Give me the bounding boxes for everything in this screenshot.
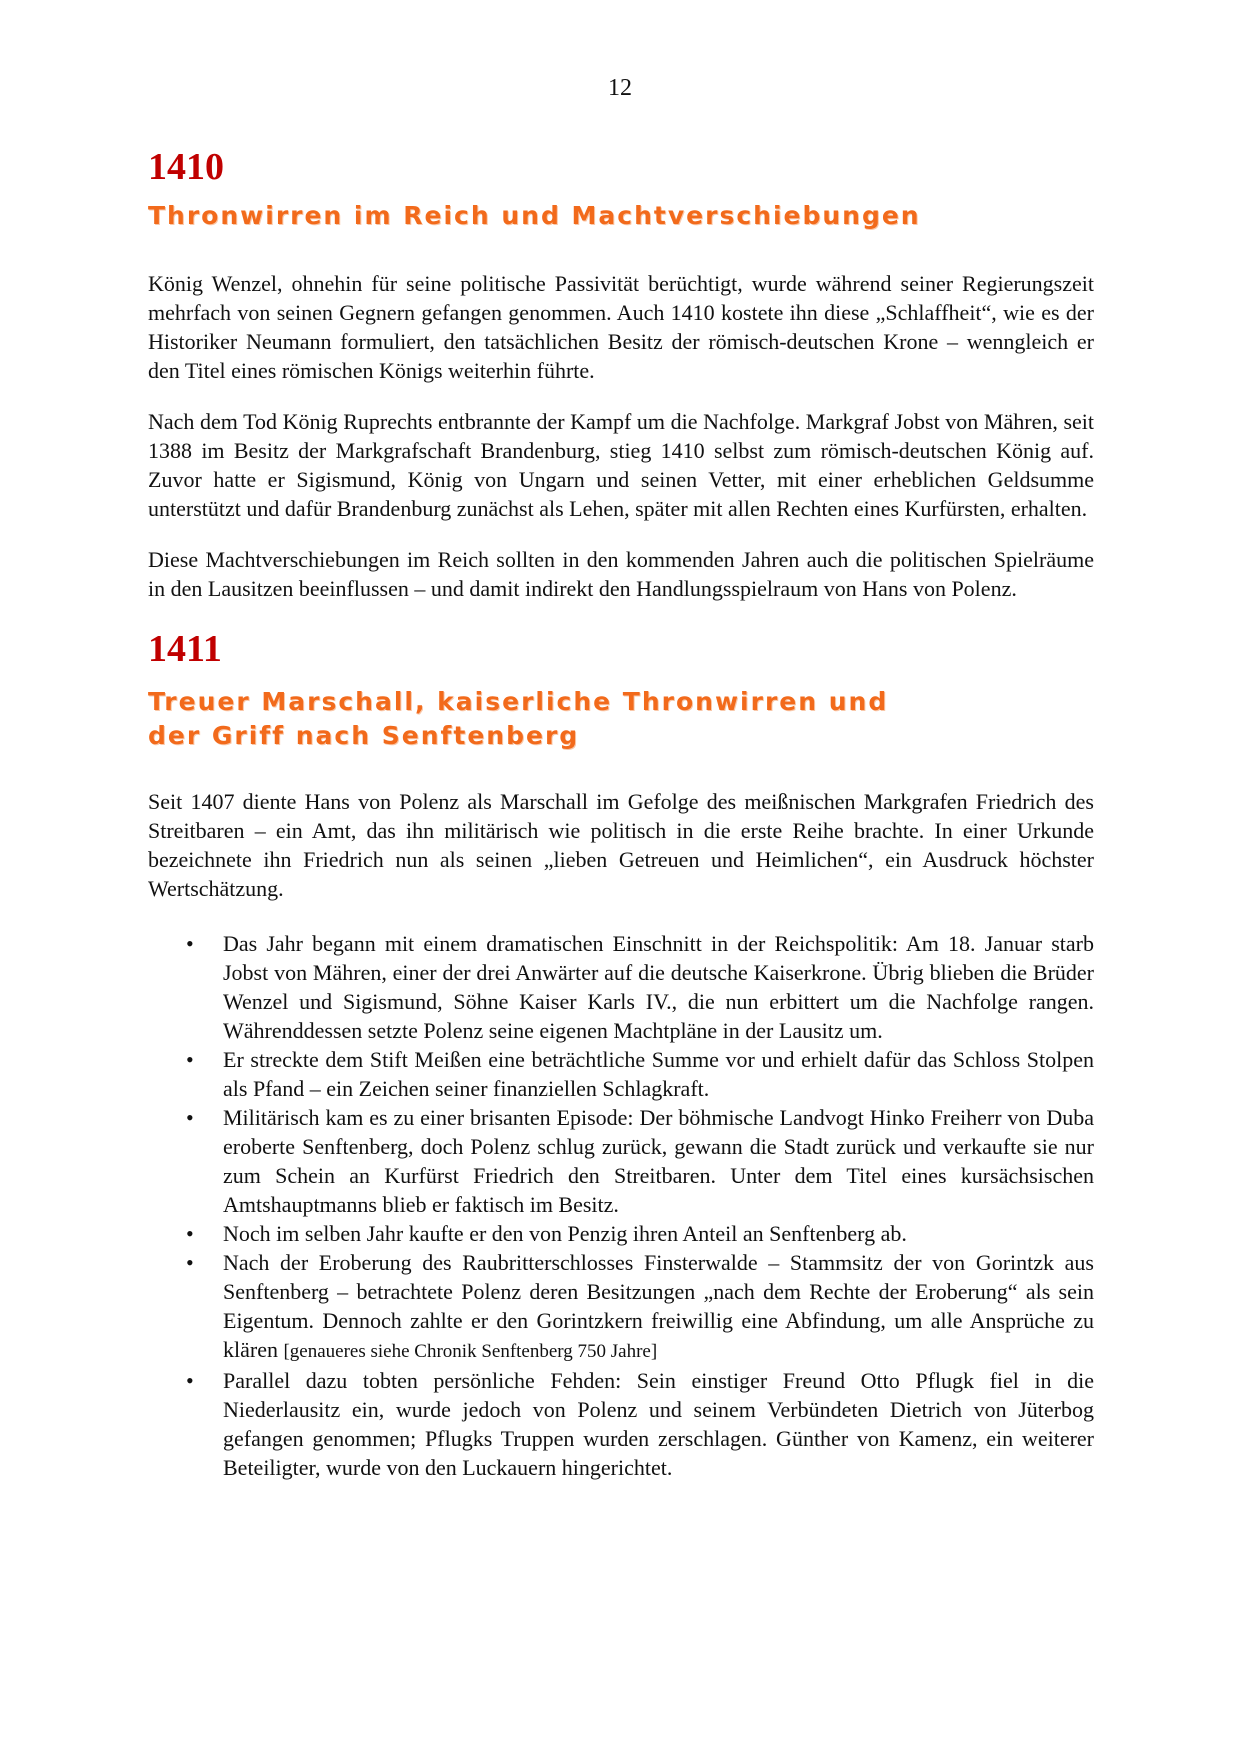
- section-1411: [148, 627, 1094, 1482]
- list-item: [186, 1219, 1094, 1248]
- list-item-text: Noch im selben Jahr kaufte er den von Penzig ihren Anteil an Senftenberg ab.: [223, 1221, 907, 1246]
- section-subtitle: [148, 685, 1094, 753]
- bullet-marker: •: [186, 1250, 194, 1275]
- bullet-marker: •: [186, 1368, 194, 1393]
- paragraph: König Wenzel, ohnehin für seine politische Passivität berüchtigt, wurde während seiner Regierungszeit mehrfach von seinen Gegnern gefangen genommen. Auch 1410 kostete ihn diese „Schlaffheit“, wie es der Historiker Neumann formuliert, den tatsächlichen Besitz der römisch-deutschen Krone – wenngleich er den Titel eines römischen Königs weiterhin führte.: [148, 271, 1094, 383]
- paragraph: Diese Machtverschiebungen im Reich sollten in den kommenden Jahren auch die politischen Spielräume in den Lausitzen beeinflussen – und damit indirekt den Handlungsspielraum von Hans von Polenz.: [148, 547, 1094, 601]
- list-item: [186, 1248, 1094, 1366]
- subtitle-line: der Griff nach Senftenberg: [148, 721, 580, 750]
- bullet-marker: •: [186, 1221, 194, 1246]
- list-item-text: Parallel dazu tobten persönliche Fehden: Sein einstiger Freund Otto Pflugk fiel in die Niederlausitz ein, wurde jedoch von Polenz und seinem Verbündeten Dietrich von Jüterbog gefangen genommen; Pflugks Truppen wurden zerschlagen. Günther von Kamenz, ein weiterer Beteiligter, wurde von den Luckauern hingerichtet.: [223, 1368, 1094, 1480]
- bullet-list: [148, 929, 1094, 1482]
- list-item-text: Militärisch kam es zu einer brisanten Episode: Der böhmische Landvogt Hinko Freiherr von Duba eroberte Senftenberg, doch Polenz schlug zurück, gewann die Stadt zurück und verkaufte sie nur zum Schein an Kurfürst Friedrich den Streitbaren. Unter dem Titel eines kursächsischen Amtshauptmanns blieb er faktisch im Besitz.: [223, 1105, 1094, 1217]
- section-subtitle: Thronwirren im Reich und Machtverschiebungen: [148, 201, 921, 230]
- list-item: [186, 1045, 1094, 1103]
- paragraph: Seit 1407 diente Hans von Polenz als Marschall im Gefolge des meißnischen Markgrafen Friedrich des Streitbaren – ein Amt, das ihn militärisch wie politisch in die erste Reihe brachte. In einer Urkunde bezeichnete ihn Friedrich nun als seinen „lieben Getreuen und Heimlichen“, ein Ausdruck höchster Wertschätzung.: [148, 789, 1094, 901]
- bullet-marker: •: [186, 1105, 194, 1130]
- list-item-text: Das Jahr begann mit einem dramatischen Einschnitt in der Reichspolitik: Am 18. Januar starb Jobst von Mähren, einer der drei Anwärter auf die deutsche Kaiserkrone. Übrig blieben die Brüder Wenzel und Sigismund, Söhne Kaiser Karls IV., die nun erbittert um die Nachfolge rangen. Währenddessen setzte Polenz seine eigenen Machtpläne in der Lausitz um.: [223, 931, 1094, 1043]
- list-item: [186, 929, 1094, 1045]
- page-number: 12: [608, 75, 632, 101]
- bullet-marker: •: [186, 1047, 194, 1072]
- year-heading: 1410: [148, 146, 224, 188]
- year-heading: 1411: [148, 628, 222, 670]
- list-item: [186, 1366, 1094, 1482]
- paragraph: Nach dem Tod König Ruprechts entbrannte der Kampf um die Nachfolge. Markgraf Jobst von Mähren, seit 1388 im Besitz der Markgrafschaft Brandenburg, stieg 1410 selbst zum römisch-deutschen König auf. Zuvor hatte er Sigismund, König von Ungarn und seinen Vetter, mit einer erheblichen Geldsumme unterstützt und dafür Brandenburg zunächst als Lehen, später mit allen Rechten eines Kurfürsten, erhalten.: [148, 409, 1094, 521]
- bullet-marker: •: [186, 931, 194, 956]
- reference-note: [genaueres siehe Chronik Senftenberg 750 Jahre]: [283, 1341, 658, 1362]
- list-item-text: Nach der Eroberung des Raubritterschlosses Finsterwalde – Stammsitz der von Gorintzk aus Senftenberg – betrachtete Polenz deren Besitzungen „nach dem Rechte der Eroberung“ als sein Eigentum. Dennoch zahlte er den Gorintzkern freiwillig eine Abfindung, um alle Ansprüche zu klären: [223, 1250, 1094, 1362]
- list-item-text: Er streckte dem Stift Meißen eine beträchtliche Summe vor und erhielt dafür das Schloss Stolpen als Pfand – ein Zeichen seiner finanziellen Schlagkraft.: [223, 1047, 1094, 1101]
- section-1410: [148, 145, 1094, 603]
- subtitle-line: Treuer Marschall, kaiserliche Thronwirren und: [148, 687, 889, 716]
- document-body: [148, 145, 1094, 1482]
- list-item: [186, 1103, 1094, 1219]
